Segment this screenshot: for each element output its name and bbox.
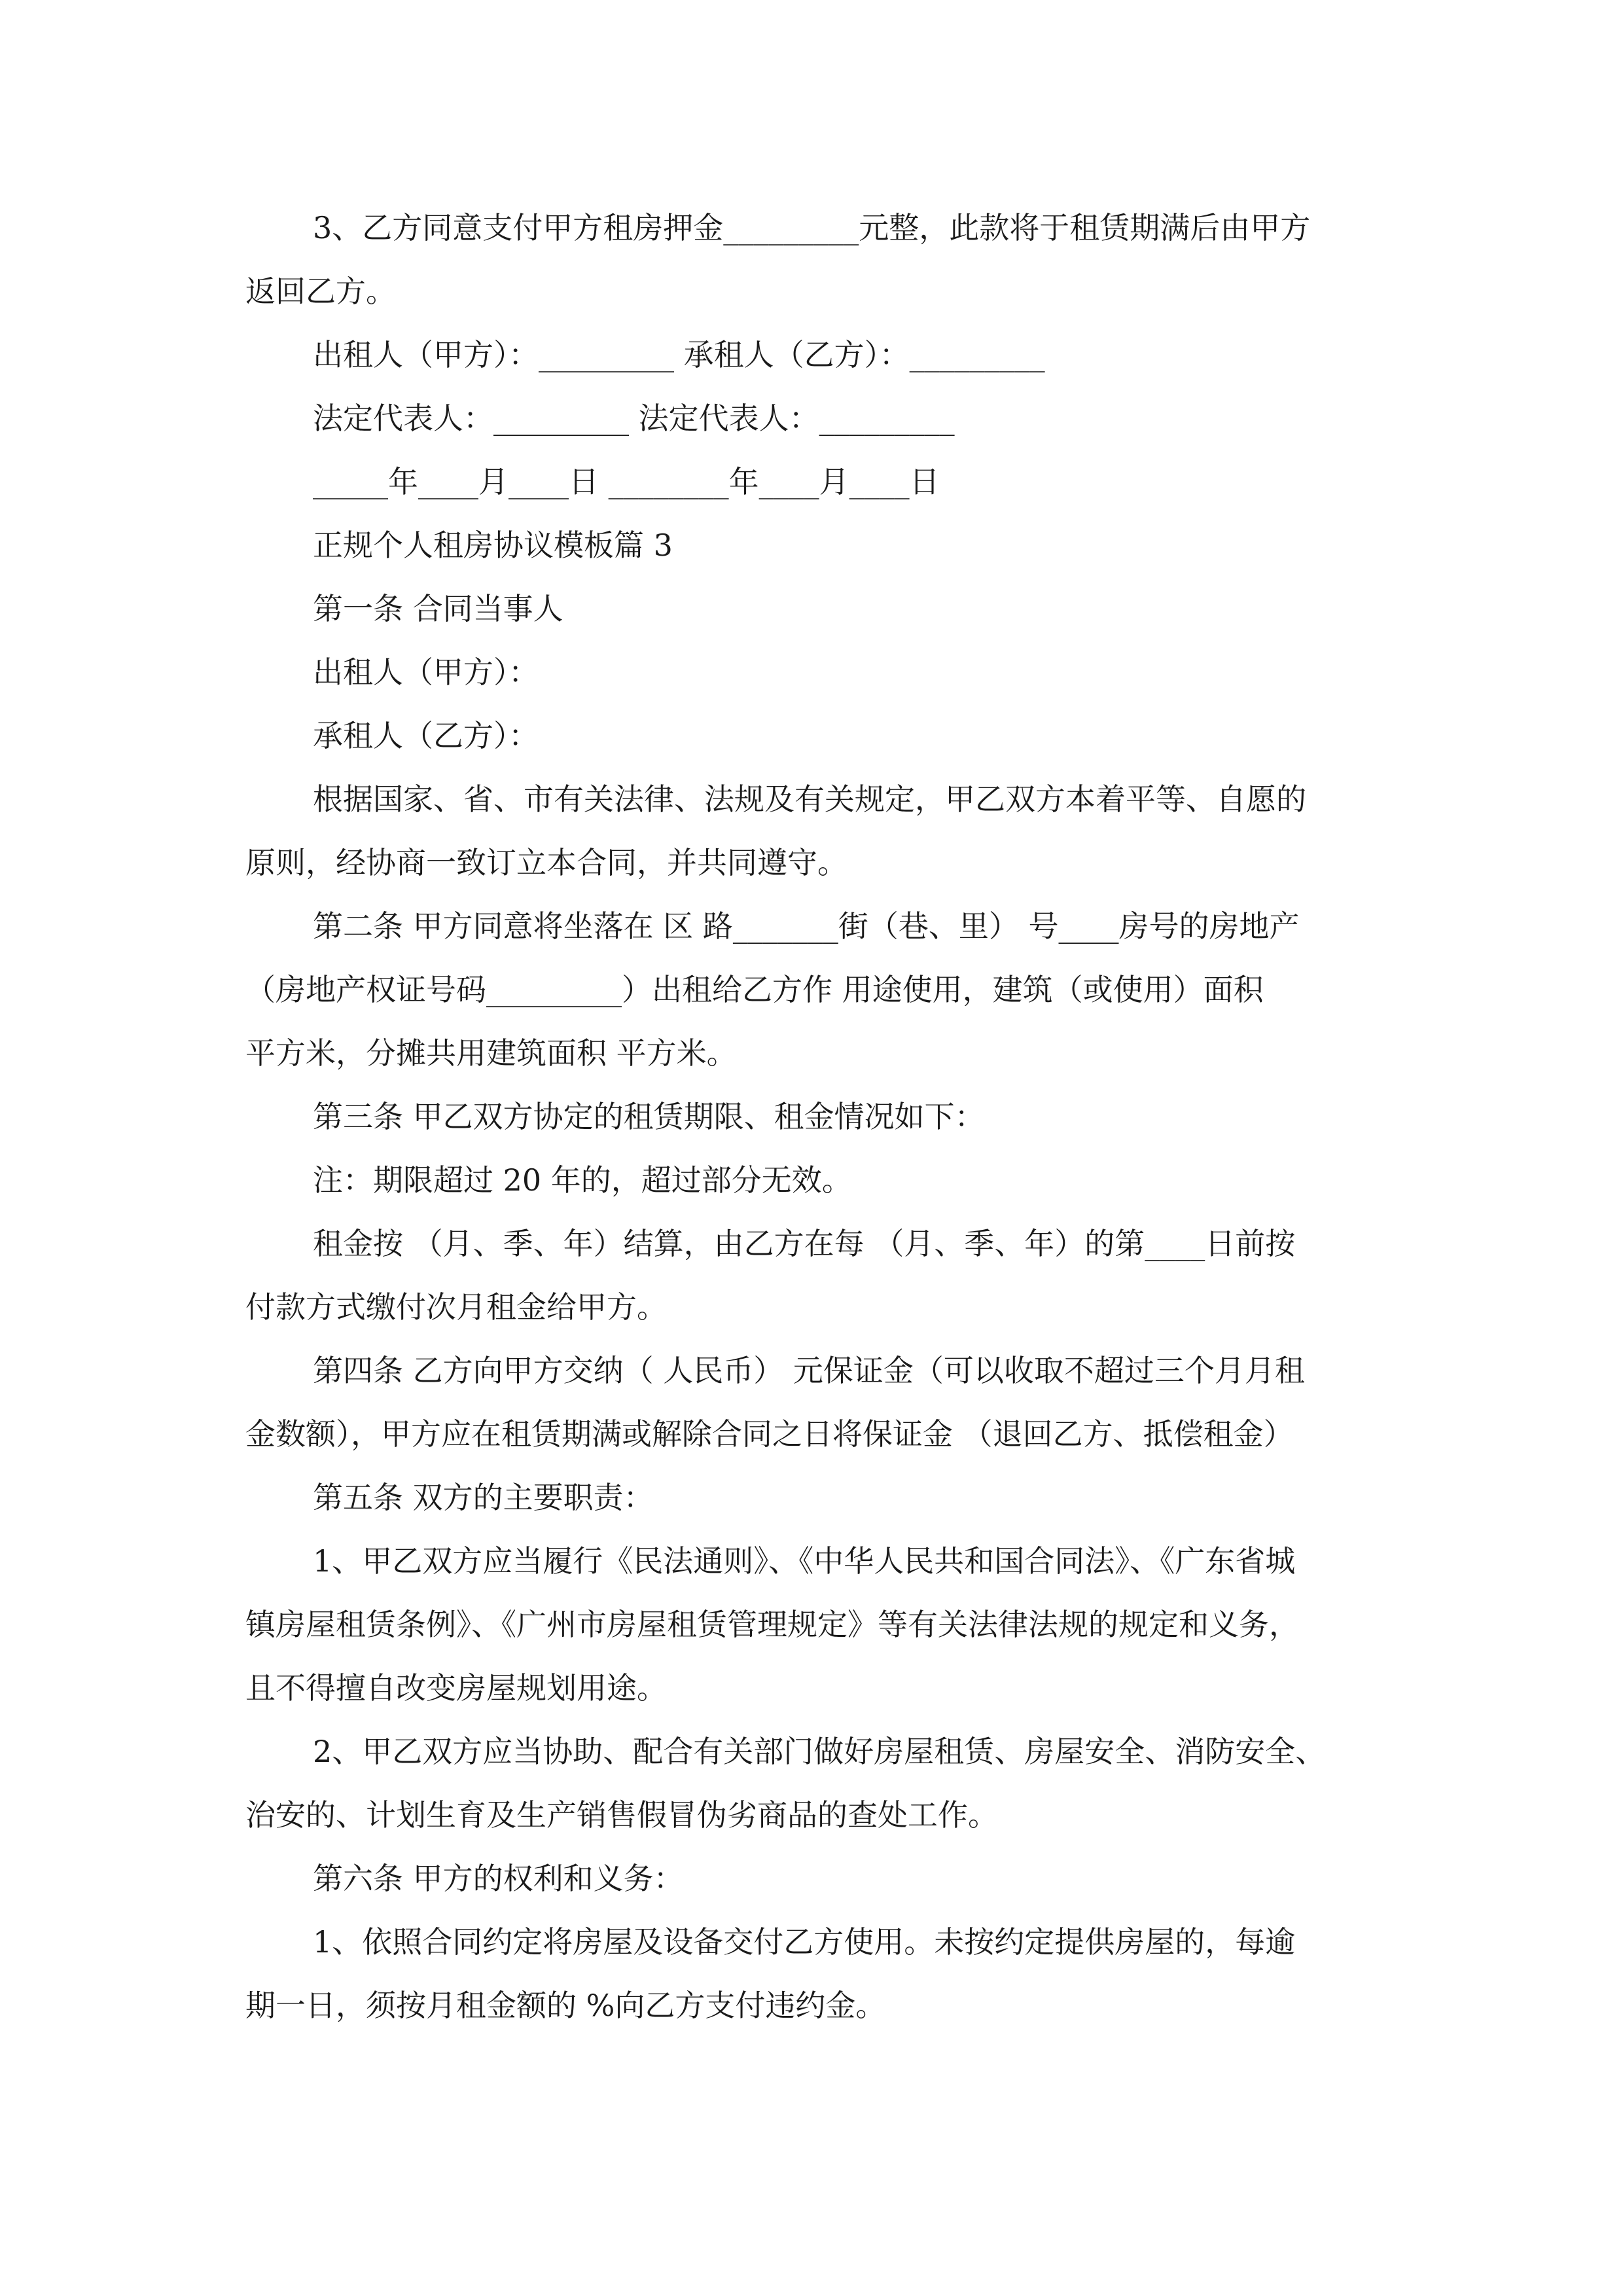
rent-payment-line-1: 租金按 （月、季、年）结算，由乙方在每 （月、季、年）的第____日前按 [313,1226,1296,1261]
paragraph-deposit-line-2: 返回乙方。 [245,274,396,309]
article-6-heading: 第六条 甲方的权利和义务： [313,1861,684,1896]
signature-parties-line: 出租人（甲方）：_________ 承租人（乙方）：_________ [313,337,1045,372]
article-3-note: 注：期限超过 20 年的，超过部分无效。 [313,1162,852,1198]
preamble-line-2: 原则，经协商一致订立本合同，并共同遵守。 [245,845,847,880]
signature-date-line: _____年____月____日 ________年____月____日 [313,464,940,499]
article-5-item-2-line-1: 2、甲乙双方应当协助、配合有关部门做好房屋租赁、房屋安全、消防安全、 [313,1734,1326,1769]
document-page [245,196,1404,2037]
article-5-item-1-line-1: 1、甲乙双方应当履行《民法通则》、《中华人民共和国合同法》、《广东省城 [313,1543,1296,1579]
rent-payment-line-2: 付款方式缴付次月租金给甲方。 [245,1289,667,1325]
article-4-line-1: 第四条 乙方向甲方交纳（ 人民币） 元保证金（可以收取不超过三个月月租 [313,1353,1305,1388]
article-1-heading: 第一条 合同当事人 [313,591,563,626]
article-6-item-1-line-1: 1、依照合同约定将房屋及设备交付乙方使用。未按约定提供房屋的，每逾 [313,1924,1296,1960]
article-5-item-1-line-2: 镇房屋租赁条例》、《广州市房屋租赁管理规定》等有关法律法规的规定和义务， [245,1607,1299,1642]
article-2-line-1: 第二条 甲方同意将坐落在 区 路_______街（巷、里） 号____房号的房地产 [313,908,1300,944]
article-5-item-2-line-2: 治安的、计划生育及生产销售假冒伪劣商品的查处工作。 [245,1797,998,1833]
lessor-line: 出租人（甲方）： [313,655,539,690]
article-3-heading: 第三条 甲乙双方协定的租赁期限、租金情况如下： [313,1099,985,1134]
article-2-line-3: 平方米，分摊共用建筑面积 平方米。 [245,1035,737,1071]
section-title: 正规个人租房协议模板篇 3 [313,528,673,563]
article-5-heading: 第五条 双方的主要职责： [313,1480,654,1515]
preamble-line-1: 根据国家、省、市有关法律、法规及有关规定，甲乙双方本着平等、自愿的 [313,781,1306,817]
article-5-item-1-line-3: 且不得擅自改变房屋规划用途。 [245,1670,667,1706]
article-6-item-1-line-2: 期一日，须按月租金额的 %向乙方支付违约金。 [245,1988,886,2023]
article-4-line-2: 金数额），甲方应在租赁期满或解除合同之日将保证金 （退回乙方、抵偿租金） [245,1416,1294,1452]
article-2-line-2: （房地产权证号码_________）出租给乙方作 用途使用，建筑（或使用）面积 [245,972,1264,1007]
legal-representative-line: 法定代表人：_________ 法定代表人：_________ [313,401,955,436]
lessee-line: 承租人（乙方）： [313,718,539,753]
paragraph-deposit-line-1: 3、乙方同意支付甲方租房押金_________元整，此款将于租赁期满后由甲方 [313,210,1311,245]
